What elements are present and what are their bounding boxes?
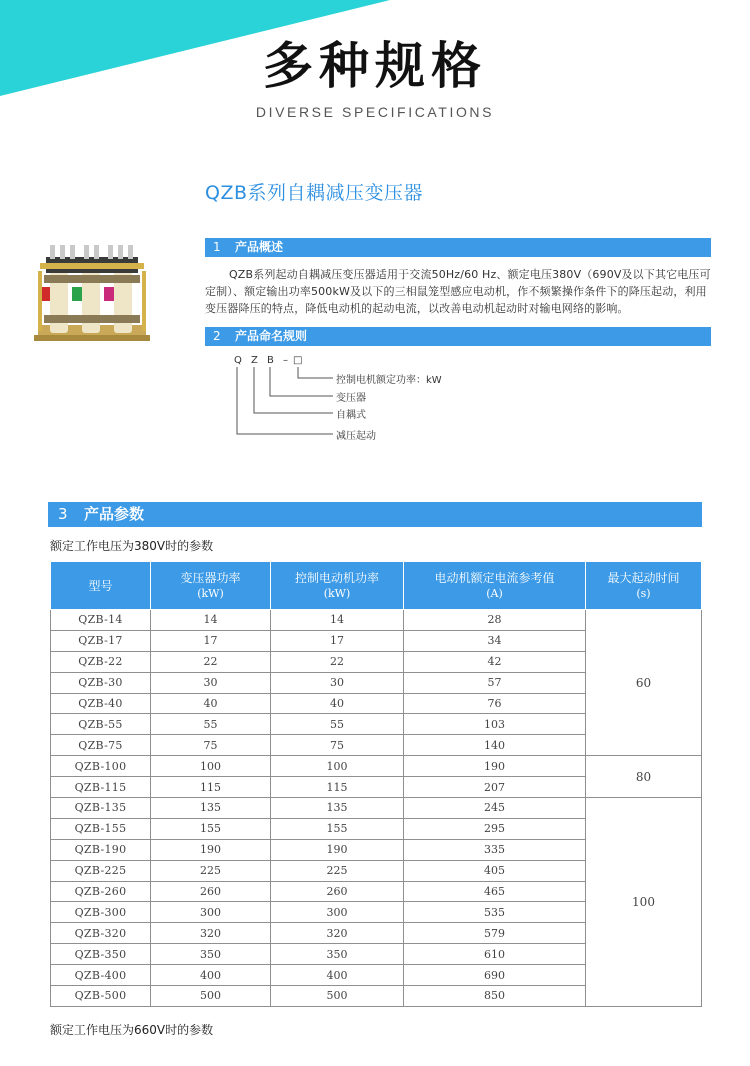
cell-motor-power: 260 xyxy=(271,881,404,902)
cell-motor-power: 75 xyxy=(271,735,404,756)
cell-motor-power: 14 xyxy=(271,610,404,631)
cell-transformer-power: 190 xyxy=(151,839,271,860)
naming-letter-z: Z xyxy=(251,355,258,366)
cell-motor-power: 155 xyxy=(271,818,404,839)
cell-motor-power: 135 xyxy=(271,798,404,819)
section-overview-header xyxy=(205,238,711,257)
cell-transformer-power: 75 xyxy=(151,735,271,756)
cell-rated-current: 207 xyxy=(404,777,586,798)
cell-transformer-power: 135 xyxy=(151,798,271,819)
naming-item-power: 控制电机额定功率：kW xyxy=(336,375,442,386)
header-motor-power: 控制电动机功率 (kW) xyxy=(271,562,404,610)
cell-transformer-power: 40 xyxy=(151,693,271,714)
cell-transformer-power: 300 xyxy=(151,902,271,923)
cell-model: QZB-400 xyxy=(51,965,151,986)
cell-transformer-power: 225 xyxy=(151,860,271,881)
voltage-note-380v: 额定工作电压为380V时的参数 xyxy=(50,539,214,553)
cell-transformer-power: 115 xyxy=(151,777,271,798)
cell-model: QZB-17 xyxy=(51,630,151,651)
header-transformer-power: 变压器功率 (kW) xyxy=(151,562,271,610)
cell-model: QZB-135 xyxy=(51,798,151,819)
cell-model: QZB-500 xyxy=(51,986,151,1007)
cell-rated-current: 690 xyxy=(404,965,586,986)
cell-rated-current: 610 xyxy=(404,944,586,965)
cell-motor-power: 115 xyxy=(271,777,404,798)
header-model: 型号 xyxy=(51,562,151,610)
cell-motor-power: 22 xyxy=(271,651,404,672)
cell-model: QZB-260 xyxy=(51,881,151,902)
table-row xyxy=(51,610,702,631)
naming-item-transformer: 变压器 xyxy=(336,393,366,404)
cell-rated-current: 535 xyxy=(404,902,586,923)
cell-motor-power: 400 xyxy=(271,965,404,986)
cell-motor-power: 30 xyxy=(271,672,404,693)
cell-rated-current: 465 xyxy=(404,881,586,902)
cell-rated-current: 295 xyxy=(404,818,586,839)
table-row xyxy=(51,756,702,777)
cell-max-start-time: 100 xyxy=(586,798,702,1007)
cell-motor-power: 300 xyxy=(271,902,404,923)
section-naming-header xyxy=(205,327,711,346)
cell-model: QZB-190 xyxy=(51,839,151,860)
cell-model: QZB-22 xyxy=(51,651,151,672)
product-overview-text: QZB系列起动自耦减压变压器适用于交流50Hz/60 Hz、额定电压380V（690V及以下其它电压可定制）、额定输出功率500kW及以下的三相鼠笼型感应电动机，作不频繁操作条件下的降压起动，利用变压器降压的特点，降低电动机的起动电流，以改善电动机起动时对输电网络的影响。 xyxy=(205,268,711,315)
page-subtitle: DIVERSE SPECIFICATIONS xyxy=(255,104,495,120)
cell-transformer-power: 30 xyxy=(151,672,271,693)
cell-transformer-power: 17 xyxy=(151,630,271,651)
cell-max-start-time: 60 xyxy=(586,610,702,756)
cell-model: QZB-75 xyxy=(51,735,151,756)
cell-transformer-power: 260 xyxy=(151,881,271,902)
section-params-header xyxy=(48,502,702,527)
naming-rule-diagram xyxy=(205,352,525,447)
cell-max-start-time: 80 xyxy=(586,756,702,798)
naming-placeholder-box: □ xyxy=(293,355,303,366)
cell-rated-current: 335 xyxy=(404,839,586,860)
naming-item-reduced-start: 减压起动 xyxy=(336,431,376,442)
product-title: QZB系列自耦减压变压器 xyxy=(205,182,424,204)
cell-transformer-power: 500 xyxy=(151,986,271,1007)
cell-transformer-power: 350 xyxy=(151,944,271,965)
cell-rated-current: 42 xyxy=(404,651,586,672)
cell-rated-current: 190 xyxy=(404,756,586,777)
cell-motor-power: 350 xyxy=(271,944,404,965)
cell-rated-current: 34 xyxy=(404,630,586,651)
cell-transformer-power: 400 xyxy=(151,965,271,986)
naming-letter-q: Q xyxy=(234,355,242,366)
cell-motor-power: 17 xyxy=(271,630,404,651)
cell-rated-current: 28 xyxy=(404,610,586,631)
cell-rated-current: 57 xyxy=(404,672,586,693)
cell-transformer-power: 320 xyxy=(151,923,271,944)
naming-dash: – xyxy=(283,355,288,366)
cell-model: QZB-225 xyxy=(51,860,151,881)
section-number: 2 xyxy=(213,329,221,343)
cell-transformer-power: 155 xyxy=(151,818,271,839)
cell-motor-power: 40 xyxy=(271,693,404,714)
cell-model: QZB-300 xyxy=(51,902,151,923)
cell-rated-current: 140 xyxy=(404,735,586,756)
cell-transformer-power: 22 xyxy=(151,651,271,672)
cell-model: QZB-115 xyxy=(51,777,151,798)
page-title: 多种规格 xyxy=(263,36,487,95)
cell-rated-current: 76 xyxy=(404,693,586,714)
cell-rated-current: 103 xyxy=(404,714,586,735)
cell-model: QZB-155 xyxy=(51,818,151,839)
parameters-table xyxy=(50,561,702,1007)
table-row xyxy=(51,798,702,819)
cell-motor-power: 320 xyxy=(271,923,404,944)
table-header-row xyxy=(51,562,702,610)
cell-model: QZB-40 xyxy=(51,693,151,714)
naming-connector-lines xyxy=(205,352,345,447)
cell-model: QZB-100 xyxy=(51,756,151,777)
section-number: 3 xyxy=(58,505,68,523)
cell-rated-current: 850 xyxy=(404,986,586,1007)
voltage-note-660v: 额定工作电压为660V时的参数 xyxy=(50,1023,214,1037)
parameters-table-body xyxy=(51,610,702,1007)
cell-model: QZB-30 xyxy=(51,672,151,693)
cell-rated-current: 245 xyxy=(404,798,586,819)
cell-model: QZB-350 xyxy=(51,944,151,965)
section-number: 1 xyxy=(213,240,221,254)
transformer-image xyxy=(28,235,156,355)
cell-model: QZB-55 xyxy=(51,714,151,735)
cell-transformer-power: 14 xyxy=(151,610,271,631)
cell-model: QZB-14 xyxy=(51,610,151,631)
cell-transformer-power: 55 xyxy=(151,714,271,735)
cell-rated-current: 579 xyxy=(404,923,586,944)
naming-item-autocoupling: 自耦式 xyxy=(336,410,366,421)
cell-motor-power: 225 xyxy=(271,860,404,881)
header-max-start-time: 最大起动时间 (s) xyxy=(586,562,702,610)
section-title: 产品概述 xyxy=(235,240,284,254)
naming-letter-b: B xyxy=(267,355,274,366)
cell-rated-current: 405 xyxy=(404,860,586,881)
header-rated-current: 电动机额定电流参考值 (A) xyxy=(404,562,586,610)
section-title: 产品命名规则 xyxy=(235,329,308,343)
cell-transformer-power: 100 xyxy=(151,756,271,777)
cell-motor-power: 55 xyxy=(271,714,404,735)
cell-motor-power: 190 xyxy=(271,839,404,860)
cell-model: QZB-320 xyxy=(51,923,151,944)
section-title: 产品参数 xyxy=(84,505,145,523)
cell-motor-power: 500 xyxy=(271,986,404,1007)
cell-motor-power: 100 xyxy=(271,756,404,777)
